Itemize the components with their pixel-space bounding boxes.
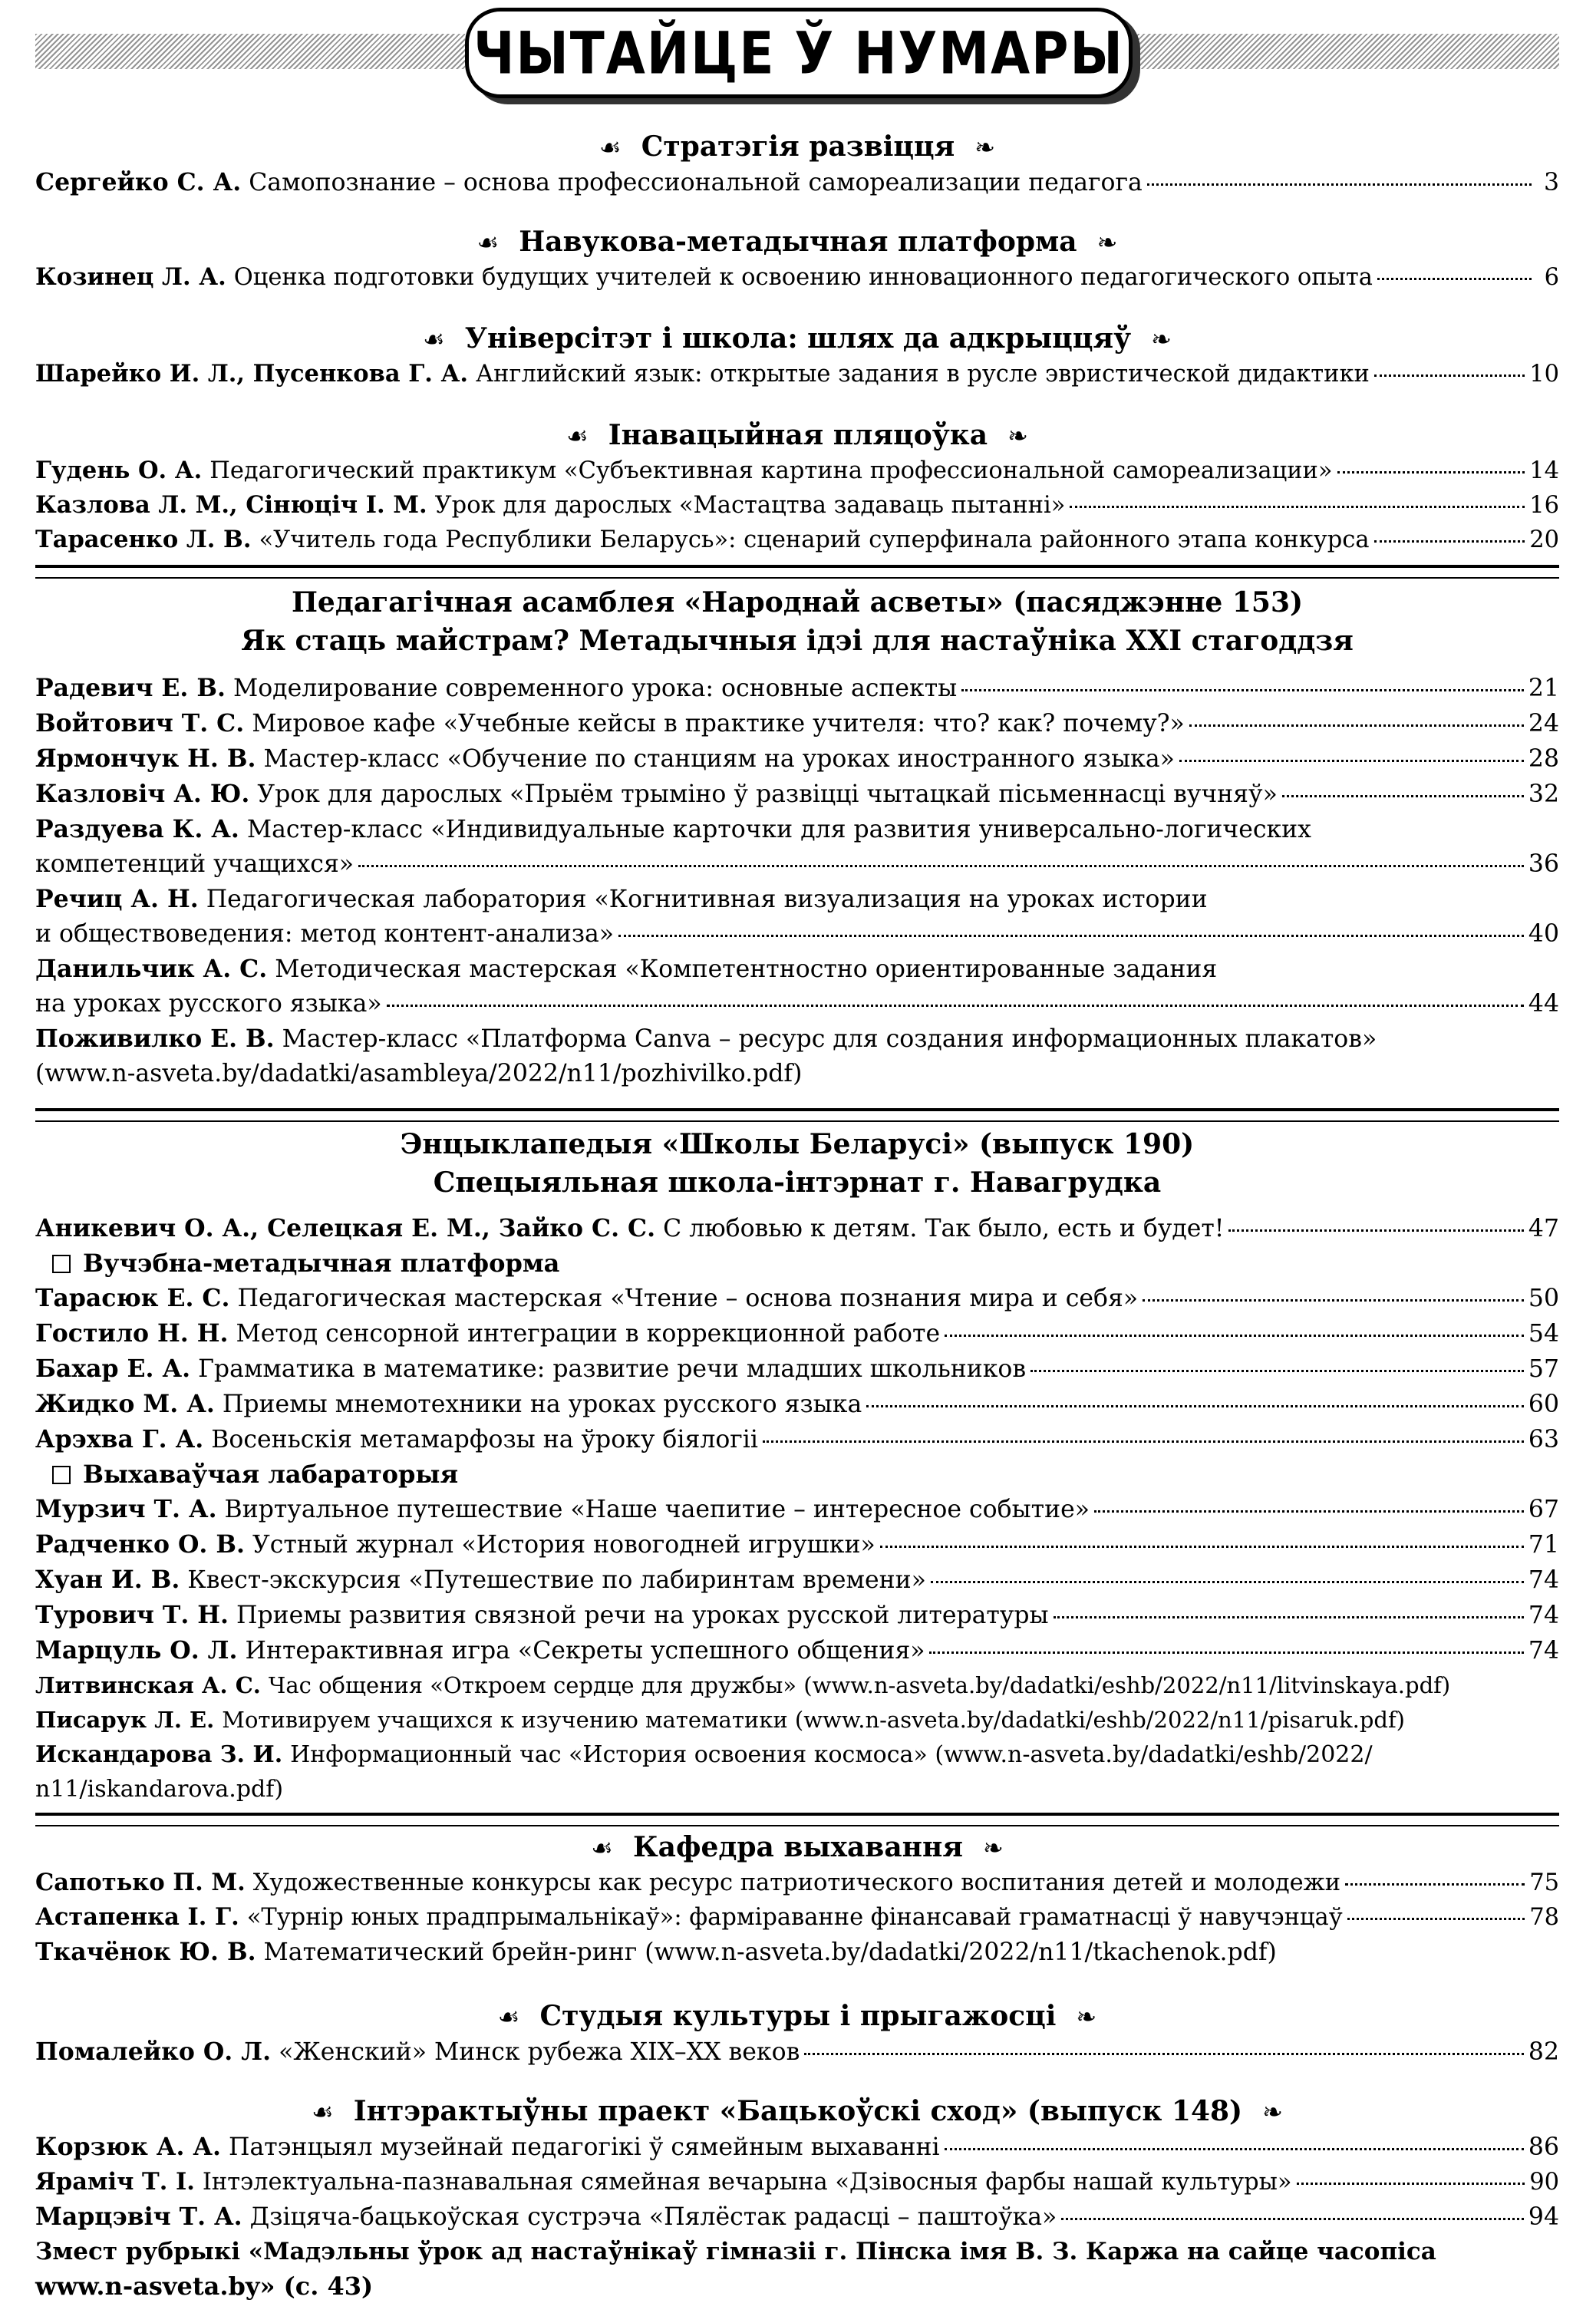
- rubric-site-note-link[interactable]: www.n-asveta.by» (с. 43): [35, 2272, 374, 2301]
- page-title: ЧЫТАЙЦЕ Ў НУМАРЫ: [473, 18, 1124, 87]
- section-heading: Энцыклапедыя «Школы Беларусі» (выпуск 190): [400, 1128, 1195, 1160]
- square-bullet-icon: [52, 1255, 71, 1273]
- toc-entry[interactable]: Гостило Н. Н. Метод сенсорной интеграции в коррекционной работе 54: [35, 1319, 1559, 1348]
- rubric-heading: Выхаваўчая лабараторыя: [35, 1457, 1559, 1492]
- header-hatch-left: [35, 34, 465, 69]
- ornament-icon: ☙: [591, 1833, 613, 1863]
- toc-entry[interactable]: Яраміч Т. І. Інтэлектуальна-пазнавальная сямейная вечарына «Дзівосныя фарбы нашай культуры» 90: [35, 2168, 1559, 2196]
- toc-entry[interactable]: Марцуль О. Л. Интерактивная игра «Секреты успешного общения» 74: [35, 1636, 1559, 1665]
- toc-entry[interactable]: Бахар Е. А. Грамматика в математике: развитие речи младших школьников 57: [35, 1354, 1559, 1383]
- ornament-icon: ☙: [476, 228, 500, 257]
- toc-entry[interactable]: Корзюк А. А. Патэнцыял музейнай педагогікі ў сямейным выхаванні 86: [35, 2133, 1559, 2161]
- toc-entry[interactable]: Данильчик А. С. Методическая мастерская «Компетентностно ориентированные задания на уроках русского языка» 44: [35, 955, 1559, 1018]
- section-pedagogical-assembly: [35, 583, 1559, 1091]
- section-schools-encyclopedia: [35, 1125, 1559, 1807]
- ornament-icon: ☙: [497, 2002, 520, 2031]
- section-subheading: Як стаць майстрам? Метадычныя ідэі для настаўніка ХХІ стагоддзя: [241, 625, 1354, 657]
- toc-entry[interactable]: Мурзич Т. А. Виртуальное путешествие «Наше чаепитие – интересное событие» 67: [35, 1495, 1559, 1523]
- section-heading: ☙ Універсітэт і школа: шлях да адкрыццяў ❧: [423, 322, 1172, 355]
- section-subheading: Спецыяльная школа-інтэрнат г. Навагрудка: [433, 1166, 1162, 1199]
- section-heading: ☙ Інавацыйная пляцоўка ❧: [566, 419, 1028, 451]
- ornament-icon: ❧: [1262, 2097, 1283, 2127]
- section-divider: [35, 1108, 1559, 1122]
- section-heading: ☙ Стратэгія развіцця ❧: [599, 130, 995, 163]
- toc-entry[interactable]: Хуан И. В. Квест-экскурсия «Путешествие по лабиринтам времени» 74: [35, 1566, 1559, 1594]
- toc-entry[interactable]: Казловіч А. Ю. Урок для дарослых «Прыём трыміно ў развіцці чытацкай пісьменнасці вучняў» 32: [35, 780, 1559, 808]
- section-methodology-platform: [35, 224, 1559, 295]
- toc-entry[interactable]: Турович Т. Н. Приемы развития связной речи на уроках русской литературы 74: [35, 1601, 1559, 1629]
- square-bullet-icon: [52, 1466, 71, 1484]
- ornament-icon: ❧: [982, 1833, 1004, 1863]
- toc-entry[interactable]: Аникевич О. А., Селецкая Е. М., Зайко С. С. С любовью к детям. Так было, есть и будет! 47: [35, 1214, 1559, 1242]
- toc-entry[interactable]: Марцэвіч Т. А. Дзіцяча-бацькоўская сустрэча «Пялёстак радасці – паштоўка» 94: [35, 2202, 1559, 2231]
- ornament-icon: ☙: [312, 2097, 334, 2127]
- toc-entry[interactable]: Астапенка І. Г. «Турнір юных прадпрымальнікаў»: фарміраванне фінансавай граматнасці ў навучэнцаў 78: [35, 1903, 1559, 1931]
- section-culture-studio: [35, 1998, 1559, 2070]
- section-divider: [35, 1813, 1559, 1826]
- ornament-icon: ❧: [974, 133, 995, 162]
- ornament-icon: ☙: [599, 133, 622, 162]
- section-strategy: [35, 129, 1559, 200]
- ornament-icon: ☙: [566, 421, 589, 450]
- toc-entry[interactable]: Арэхва Г. А. Восеньскія метамарфозы на ўроку біялогіі 63: [35, 1425, 1559, 1453]
- toc-entry-link[interactable]: Искандарова З. И. Информационный час «История освоения космоса» (www.n-asveta.by/dadatki/eshb/2022/ n11/iskandarova.pdf): [35, 1741, 1373, 1803]
- header-hatch-right: [1133, 34, 1559, 69]
- toc-entry[interactable]: Радевич Е. В. Моделирование современного урока: основные аспекты 21: [35, 674, 1559, 702]
- toc-entry[interactable]: Козинец Л. А. Оценка подготовки будущих учителей к освоению инновационного педагогического опыта 6: [35, 263, 1559, 291]
- toc-entry[interactable]: Тарасюк Е. С. Педагогическая мастерская «Чтение – основа познания мира и себя» 50: [35, 1284, 1559, 1312]
- toc-entry-link[interactable]: Литвинская А. С. Час общения «Откроем сердце для дружбы» (www.n-asveta.by/dadatki/eshb/2022/n11/litvinskaya.pdf): [35, 1672, 1451, 1698]
- section-upbringing-department: [35, 1830, 1559, 1970]
- toc-entry[interactable]: Казлова Л. М., Сінюціч І. М. Урок для дарослых «Мастацтва задаваць пытанні» 16: [35, 491, 1559, 519]
- section-parents-meeting: [35, 2094, 1559, 2304]
- section-heading: ☙ Інтэрактыўны праект «Бацькоўскі сход» (выпуск 148) ❧: [312, 2095, 1283, 2127]
- toc-entry-link[interactable]: Ткачёнок Ю. В. Математический брейн-ринг (www.n-asveta.by/dadatki/2022/n11/tkachenok.pdf): [35, 1938, 1277, 1966]
- ornament-icon: ❧: [1096, 228, 1118, 257]
- section-divider: [35, 565, 1559, 579]
- toc-entry[interactable]: Сергейко С. А. Самопознание – основа профессиональной самореализации педагога 3: [35, 168, 1559, 196]
- toc-entry[interactable]: Жидко М. А. Приемы мнемотехники на уроках русского языка 60: [35, 1390, 1559, 1418]
- table-of-contents-page: [35, 0, 1559, 2301]
- toc-entry-link[interactable]: Писарук Л. Е. Мотивируем учащихся к изучению математики (www.n-asveta.by/dadatki/eshb/2022/n11/pisaruk.pdf): [35, 1707, 1405, 1733]
- ornament-icon: ☙: [423, 325, 445, 354]
- section-innovation-site: [35, 417, 1559, 557]
- toc-entry[interactable]: Сапотько П. М. Художественные конкурсы как ресурс патриотического воспитания детей и молодежи 75: [35, 1869, 1559, 1896]
- toc-entry[interactable]: Шарейко И. Л., Пусенкова Г. А. Английский язык: открытые задания в русле эвристической дидактики 10: [35, 360, 1559, 388]
- toc-entry[interactable]: Войтович Т. С. Мировое кафе «Учебные кейсы в практике учителя: что? как? почему?» 24: [35, 709, 1559, 737]
- section-heading: ☙ Навукова-метадычная платформа ❧: [476, 226, 1118, 258]
- ornament-icon: ❧: [1076, 2002, 1097, 2031]
- toc-entry[interactable]: Речиц А. Н. Педагогическая лаборатория «Когнитивная визуализация на уроках истории и обществоведения: метод контент-анализа» 40: [35, 885, 1559, 948]
- ornament-icon: ❧: [1007, 421, 1028, 450]
- ornament-icon: ❧: [1151, 325, 1172, 354]
- toc-entry[interactable]: Ярмончук Н. В. Мастер-класс «Обучение по станциям на уроках иностранного языка» 28: [35, 744, 1559, 773]
- section-heading: ☙ Студыя культуры і прыгажосці ❧: [497, 2000, 1097, 2032]
- toc-entry[interactable]: Раздуева К. А. Мастер-класс «Индивидуальные карточки для развития универсально-логических компетенций учащихся» 36: [35, 815, 1559, 878]
- rubric-site-note: Змест рубрыкі «Мадэльны ўрок ад настаўнікаў гімназіі г. Пінска імя В. З. Каржа на сайце часопіса: [35, 2238, 1436, 2265]
- section-university-school: [35, 321, 1559, 391]
- section-heading: Педагагічная асамблея «Народнай асветы» (пасяджэнне 153): [291, 586, 1304, 619]
- toc-entry[interactable]: Тарасенко Л. В. «Учитель года Республики Беларусь»: сценарий суперфинала районного этапа конкурса 20: [35, 526, 1559, 553]
- section-heading: ☙ Кафедра выхавання ❧: [591, 1831, 1004, 1863]
- rubric-heading: Вучэбна-метадычная платформа: [35, 1246, 1559, 1281]
- header-banner: [465, 8, 1133, 98]
- toc-entry[interactable]: Гудень О. А. Педагогический практикум «Субъективная картина профессиональной самореализации» 14: [35, 457, 1559, 484]
- toc-entry[interactable]: Радченко О. В. Устный журнал «История новогодней игрушки» 71: [35, 1530, 1559, 1559]
- contents-header: [35, 0, 1559, 115]
- toc-entry[interactable]: Помалейко О. Л. «Женский» Минск рубежа XIX–XX веков 82: [35, 2037, 1559, 2066]
- toc-entry[interactable]: Поживилко Е. В. Мастер-класс «Платформа Canva – ресурс для создания информационных плакатов» (www.n-asveta.by/dadatki/asambleya/2022/n11/pozhivilko.pdf): [35, 1025, 1377, 1087]
